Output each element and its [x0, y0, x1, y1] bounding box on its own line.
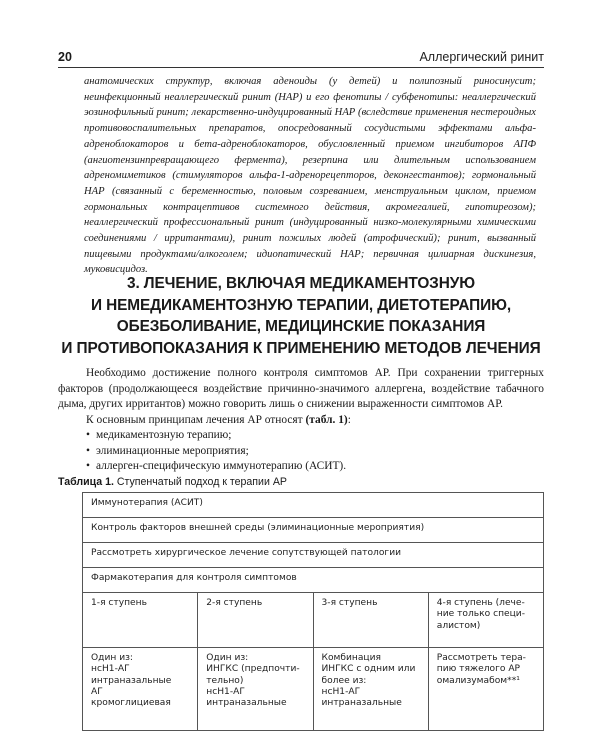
- list-item: [86, 459, 544, 475]
- body-text: [58, 366, 544, 475]
- drug-line: Один из:: [91, 653, 134, 663]
- drug-line: АГ: [91, 686, 103, 697]
- drug-line: Комбинация: [321, 653, 381, 663]
- step-drugs-cell: [313, 648, 428, 731]
- step-drugs-cell: [83, 648, 198, 731]
- drug-line: Рассмотреть тера-: [436, 653, 526, 663]
- heading-line: И НЕМЕДИКАМЕНТОЗНУЮ ТЕРАПИИ, ДИЕТОТЕРАПИЮ,: [90, 296, 512, 314]
- page-header: [58, 40, 544, 68]
- heading-line: И ПРОТИВОПОКАЗАНИЯ К ПРИМЕНЕНИЮ МЕТОДОВ ЛЕЧЕНИЯ: [61, 339, 541, 357]
- table-cell: Контроль факторов внешней среды (элиминационные мероприятия): [83, 518, 544, 543]
- drug-line: кромоглициевая: [91, 698, 171, 709]
- drug-line: более из:: [321, 675, 367, 686]
- principles-list: [58, 428, 544, 475]
- drug-line: интраназальные: [206, 698, 287, 709]
- principles-suffix: :: [347, 413, 351, 426]
- drug-line: нсН1-АГ: [206, 686, 245, 697]
- table-caption-text: Ступенчатый подход к терапии АР: [113, 476, 287, 488]
- table-row: [83, 518, 544, 543]
- table-row-steps: [83, 593, 544, 648]
- table-cell: Фармакотерапия для контроля симптомов: [83, 568, 544, 593]
- drug-line: нсН1-АГ: [321, 686, 361, 697]
- list-item: [86, 428, 544, 444]
- list-item-text: элиминационные мероприятия;: [96, 444, 249, 457]
- table-row: [83, 493, 544, 518]
- drug-line: Один из:: [206, 653, 249, 663]
- step-header: 4-я ступень (лече- ние только специ- алистом): [436, 598, 525, 631]
- heading-line: ОБЕЗБОЛИВАНИЕ, МЕДИЦИНСКИЕ ПОКАЗАНИЯ: [116, 318, 486, 335]
- step-drugs-cell: [198, 648, 313, 731]
- drug-line: ИНГКС (предпочти-: [206, 664, 300, 675]
- running-title: Аллергический ринит: [419, 50, 544, 64]
- table-row: [83, 543, 544, 568]
- drug-line: нсН1-АГ: [91, 664, 130, 675]
- step-header-cell: [313, 593, 428, 648]
- body-paragraph: Необходимо достижение полного контроля симптомов АР. При сохранении триггерных факторов (продолжающееся воздействие причинно-значимого аллергена, воздействие табачного дыма, других ирритантов) можно говорить лишь о снижении выраженности симптомов АР.: [58, 367, 544, 410]
- principles-prefix: К основным принципам лечения АР относят: [86, 413, 306, 426]
- step-header-cell: [83, 593, 198, 648]
- table-reference: (табл. 1): [305, 413, 348, 426]
- step-header-cell: [428, 593, 543, 648]
- step-header-cell: [198, 593, 313, 648]
- table-caption: [58, 476, 544, 488]
- table-cell: Рассмотреть хирургическое лечение сопутствующей патологии: [83, 543, 544, 568]
- drug-line: интраназальные: [91, 675, 172, 686]
- page-number: 20: [58, 50, 72, 64]
- step-header: 3-я ступень: [321, 598, 378, 608]
- table-caption-label: Таблица 1.: [58, 476, 114, 488]
- principles-paragraph: [58, 413, 544, 429]
- bullet-icon: •: [86, 429, 90, 441]
- list-item-text: аллерген-специфическую иммунотерапию (АСИТ).: [96, 460, 347, 472]
- italic-paragraph: анатомических структур, включая аденоиды (у детей) и полипозный риносинусит; неинфекционный неаллергический ринит (НАР) и его фенотипы / субфенотипы: неаллергический эозинофильный ринит; лекарственно-индуцированный НАР (вследствие применения нестероидных противовоспалительных препаратов, опосредованный сосудистыми эффектами альфа-адреноблокаторов и бета-адреноблокаторов, обусловленный приемом ингибиторов АПФ (ангиотензинпревращающего фермента), резерпина или длительным использованием адреномиметиков (стимуляторов альфа-1-адренорецепторов, деконгестантов); гормональный НАР (связанный с беременностью, половым созреванием, менструальным циклом, приемом гормональных контрацептивов системного действия, акромегалией, гипотиреозом); неаллергический профессиональный ринит (индуцированный низко-молекулярными химическими соединениями / ирритантами), ринит пожилых людей (атрофический); ринит, вызванный пищевыми продуктами/алкоголем; идиопатический НАР; первичная цилиарная дискинезия, муковисцидоз.: [84, 76, 536, 276]
- step-header: 1-я ступень: [91, 598, 147, 608]
- section-heading: [58, 273, 544, 359]
- table-row-drugs: [83, 648, 544, 731]
- bullet-icon: •: [86, 460, 90, 472]
- step-header: 2-я ступень: [206, 598, 263, 608]
- drug-line: пию тяжелого АР: [436, 664, 521, 675]
- drug-line: омализумабом**¹: [436, 675, 520, 686]
- drug-line: ИНГКС с одним или: [321, 664, 416, 675]
- list-item: [86, 444, 544, 460]
- table-row: [83, 568, 544, 593]
- list-item-text: медикаментозную терапию;: [96, 429, 232, 441]
- step-drugs-cell: [428, 648, 543, 731]
- therapy-table: [82, 492, 544, 731]
- table-cell: Иммунотерапия (АСИТ): [83, 493, 544, 518]
- drug-line: тельно): [206, 675, 244, 686]
- drug-line: интраназальные: [321, 698, 402, 709]
- heading-line: 3. ЛЕЧЕНИЕ, ВКЛЮЧАЯ МЕДИКАМЕНТОЗНУЮ: [126, 275, 475, 292]
- bullet-icon: •: [86, 444, 90, 457]
